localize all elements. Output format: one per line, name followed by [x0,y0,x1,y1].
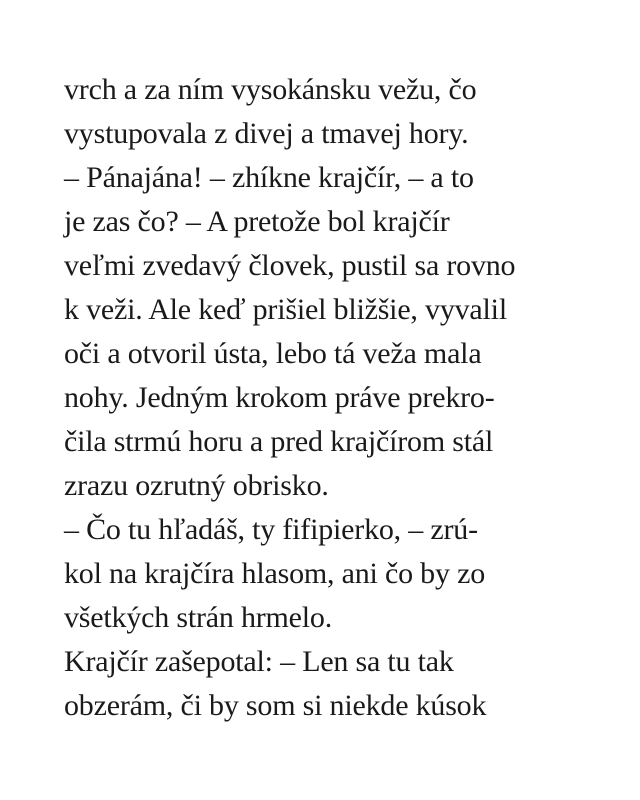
text-line: vystupovala z divej a tmavej hory. [64,117,469,150]
body-text [64,68,584,728]
text-line: všetkých strán hrmelo. [64,601,333,634]
text-line: zrazu ozrutný obrisko. [64,469,329,502]
text-line: obzerám, či by som si niekde kúsok [64,689,487,722]
text-line: – Pánajána! – zhíkne krajčír, – a to [64,161,474,194]
text-line: je zas čo? – A pretože bol krajčír [64,205,450,238]
text-line: veľmi zvedavý človek, pustil sa rovno [64,249,516,282]
text-line: oči a otvoril ústa, lebo tá veža mala [64,337,482,370]
text-line: nohy. Jedným krokom práve prekro- [64,381,495,414]
text-line: k veži. Ale keď prišiel bližšie, vyvalil [64,293,507,326]
text-line: vrch a za ním vysokánsku vežu, čo [64,73,477,106]
text-line: – Čo tu hľadáš, ty fifipierko, – zrú- [64,513,478,546]
text-line: Krajčír zašepotal: – Len sa tu tak [64,645,454,678]
text-line: kol na krajčíra hlasom, ani čo by zo [64,557,485,590]
text-line: čila strmú horu a pred krajčírom stál [64,425,494,458]
